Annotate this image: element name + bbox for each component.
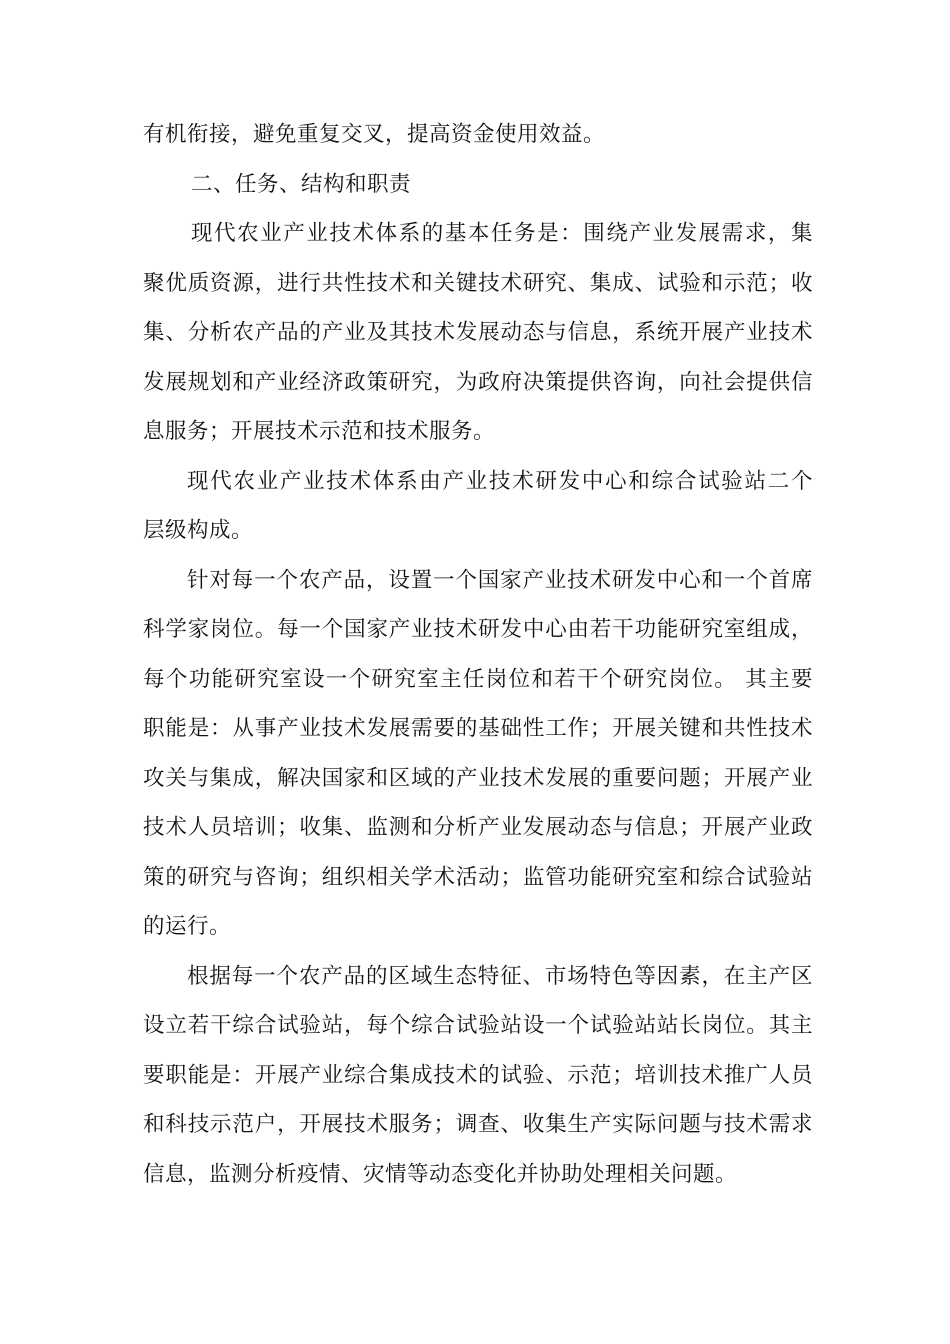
paragraph-line: 技术人员培训；收集、监测和分析产业发展动态与信息；开展产业政 xyxy=(143,815,813,840)
paragraph-line: 现代农业产业技术体系的基本任务是：围绕产业发展需求，集 xyxy=(191,221,813,246)
paragraph-line: 根据每一个农产品的区域生态特征、市场特色等因素，在主产区 xyxy=(187,964,813,989)
paragraph-line: 策的研究与咨询；组织相关学术活动；监管功能研究室和综合试验站 xyxy=(143,865,813,890)
paragraph-line: 息服务；开展技术示范和技术服务。 xyxy=(143,419,496,444)
paragraph-line: 现代农业产业技术体系由产业技术研发中心和综合试验站二个 xyxy=(187,469,813,494)
paragraph-line: 要职能是：开展产业综合集成技术的试验、示范；培训技术推广人员 xyxy=(143,1063,813,1088)
paragraph-line: 发展规划和产业经济政策研究，为政府决策提供咨询，向社会提供信 xyxy=(143,370,813,395)
paragraph-line: 的运行。 xyxy=(143,914,232,939)
paragraph-line: 设立若干综合试验站，每个综合试验站设一个试验站站长岗位。其主 xyxy=(143,1013,813,1038)
paragraph-line: 层级构成。 xyxy=(143,518,254,543)
section-heading: 二、任务、结构和职责 xyxy=(191,172,412,197)
paragraph-line: 每个功能研究室设一个研究室主任岗位和若干个研究岗位。 其主要 xyxy=(143,667,813,692)
paragraph-continuation-line: 有机衔接，避免重复交叉，提高资金使用效益。 xyxy=(143,122,606,147)
paragraph-line: 职能是：从事产业技术发展需要的基础性工作；开展关键和共性技术 xyxy=(143,716,813,741)
paragraph-line: 集、分析农产品的产业及其技术发展动态与信息，系统开展产业技术 xyxy=(143,320,813,345)
paragraph-line: 聚优质资源，进行共性技术和关键技术研究、集成、试验和示范；收 xyxy=(143,271,813,296)
paragraph-line: 攻关与集成，解决国家和区域的产业技术发展的重要问题；开展产业 xyxy=(143,766,813,791)
paragraph-line: 信息，监测分析疫情、灾情等动态变化并协助处理相关问题。 xyxy=(143,1162,738,1187)
paragraph-line: 针对每一个农产品，设置一个国家产业技术研发中心和一个首席 xyxy=(187,568,813,593)
paragraph-line: 科学家岗位。每一个国家产业技术研发中心由若干功能研究室组成， xyxy=(143,617,813,642)
paragraph-line: 和科技示范户，开展技术服务；调查、收集生产实际问题与技术需求 xyxy=(143,1112,813,1137)
